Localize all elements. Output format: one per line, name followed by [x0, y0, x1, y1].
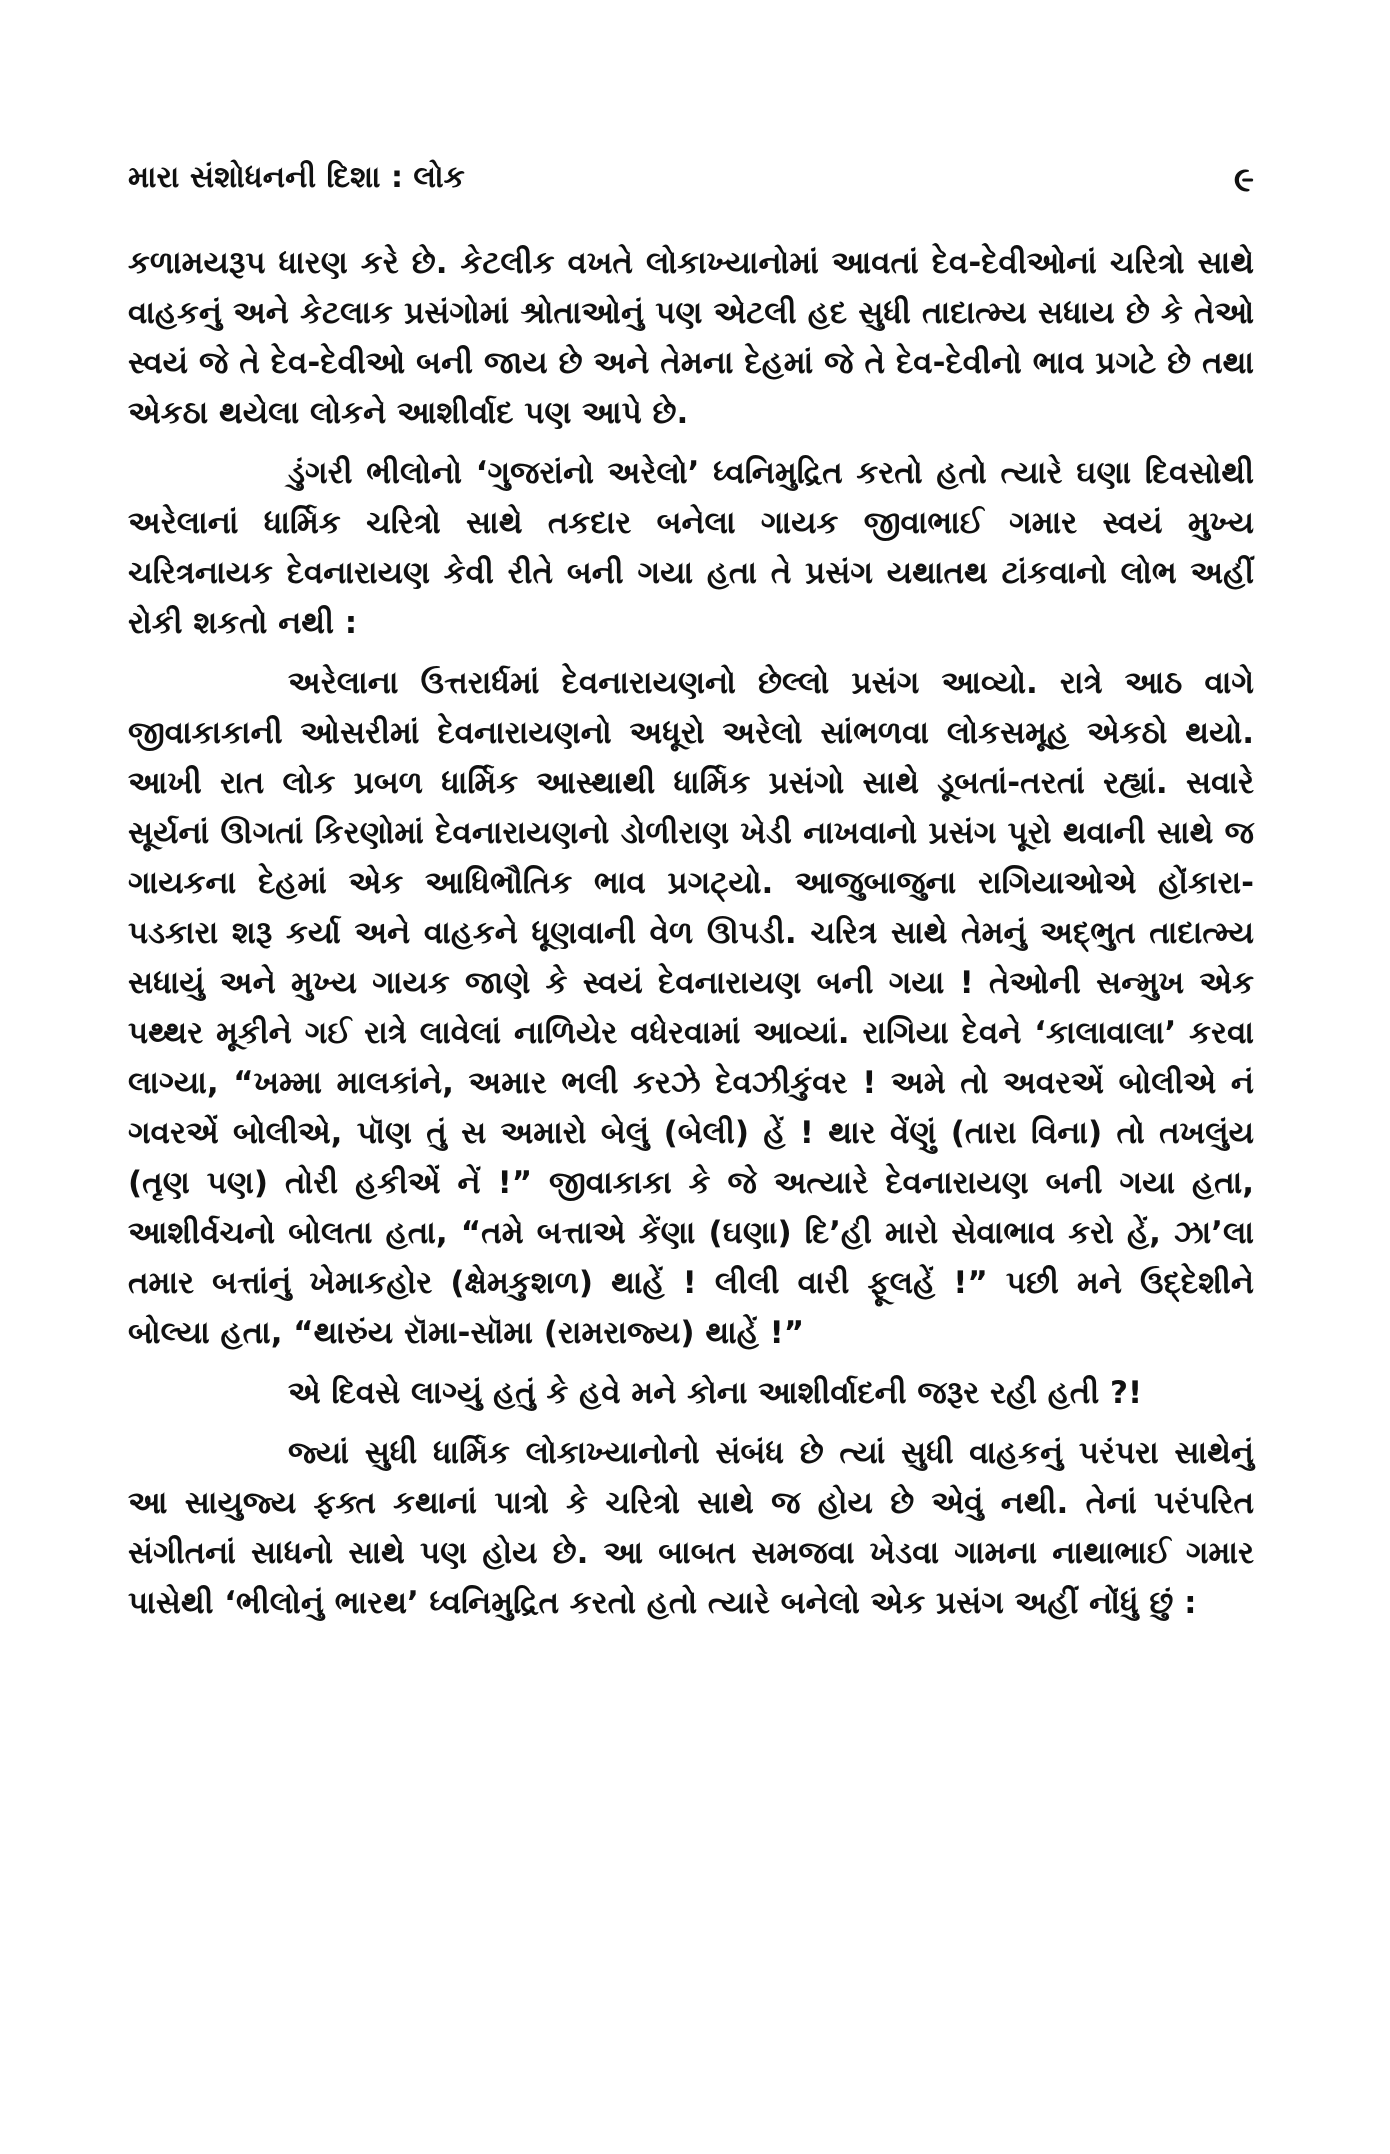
paragraph: જ્યાં સુધી ધાર્મિક લોકાખ્યાનોનો સંબંધ છે ત્યાં સુધી વાહકનું પરંપરા સાથેનું આ સાયુજ્ય ફક્ત કથાનાં પાત્રો કે ચરિત્રો સાથે જ હોય છે એવું નથી. તેનાં પરંપરિત સંગીતનાં સાધનો સાથે પણ હોય છે. આ બાબત સમજવા ખેડવા ગામના નાથાભાઈ ગમાર પાસેથી ‘ભીલોનું ભારથ’ ધ્વનિમુદ્રિત કરતો હતો ત્યારે બનેલો એક પ્રસંગ અહીં નોંધું છું : [128, 1435, 1254, 1621]
paragraph: એ દિવસે લાગ્યું હતું કે હવે મને કોના આશીર્વાદની જરૂર રહી હતી ?! [288, 1375, 1143, 1411]
body-text [128, 238, 1254, 1638]
paragraph: ડુંગરી ભીલોનો ‘ગુજરાંનો અરેલો’ ધ્વનિમુદ્રિત કરતો હતો ત્યારે ઘણા દિવસોથી અરેલાનાં ધાર્મિક ચરિત્રો સાથે તકદાર બનેલા ગાયક જીવાભાઈ ગમાર સ્વયં મુખ્ય ચરિત્રનાયક દેવનારાયણ કેવી રીતે બની ગયા હતા તે પ્રસંગ યથાતથ ટાંકવાનો લોભ અહીં રોકી શકતો નથી : [128, 455, 1254, 641]
paragraph: કળામયરૂપ ધારણ કરે છે. કેટલીક વખતે લોકાખ્યાનોમાં આવતાં દેવ-દેવીઓનાં ચરિત્રો સાથે વાહકનું અને કેટલાક પ્રસંગોમાં શ્રોતાઓનું પણ એટલી હદ સુધી તાદાત્મ્ય સધાય છે કે તેઓ સ્વયં જે તે દેવ-દેવીઓ બની જાય છે અને તેમના દેહમાં જે તે દેવ-દેવીનો ભાવ પ્રગટે છે તથા એકઠા થયેલા લોકને આશીર્વાદ પણ આપે છે. [128, 245, 1254, 431]
page-number: ૯ [1233, 160, 1254, 200]
paragraph: અરેલાના ઉત્તરાર્ધમાં દેવનારાયણનો છેલ્લો પ્રસંગ આવ્યો. રાત્રે આઠ વાગે જીવાકાકાની ઓસરીમાં દેવનારાયણનો અધૂરો અરેલો સાંભળવા લોકસમૂહ એકઠો થયો. આખી રાત લોક પ્રબળ ધાર્મિક આસ્થાથી ધાર્મિક પ્રસંગો સાથે ડૂબતાં-તરતાં રહ્યાં. સવારે સૂર્યનાં ઊગતાં કિરણોમાં દેવનારાયણનો ડોળીરાણ ખેડી નાખવાનો પ્રસંગ પૂરો થવાની સાથે જ ગાયકના દેહમાં એક આધિભૌતિક ભાવ પ્રગટ્યો. આજુબાજુના રાગિયાઓએ હોંકારા-પડકારા શરૂ કર્યા અને વાહકને ધૂણવાની વેળ ઊપડી. ચરિત્ર સાથે તેમનું અદ્ભુત તાદાત્મ્ય સધાયું અને મુખ્ય ગાયક જાણે કે સ્વયં દેવનારાયણ બની ગયા ! તેઓની સન્મુખ એક પથ્થર મૂકીને ગઈ રાત્રે લાવેલાં નાળિયેર વધેરવામાં આવ્યાં. રાગિયા દેવને ‘કાલાવાલા’ કરવા લાગ્યા, “ખમ્મા માલકાંને, અમાર ભલી કરઝે દેવઝીકુંવર ! અમે તો અવરએં બોલીએ નં ગવરએં બોલીએ, પૉણ તું સ અમારો બેલું (બેલી) હેં ! થાર વેંણું (તારા વિના) તો તખલુંય (તૃણ પણ) તોરી હકીએં નેં !” જીવાકાકા કે જે અત્યારે દેવનારાયણ બની ગયા હતા, આશીર્વચનો બોલતા હતા, “તમે બત્તાએ કેંણા (ઘણા) દિ’હી મારો સેવાભાવ કરો હેં, ઝા’લા તમાર બત્તાંનું ખેમાકહોર (ક્ષેમકુશળ) થાહેં ! લીલી વારી ફૂલહેં !” પછી મને ઉદ્દેશીને બોલ્યા હતા, “થારુંય રૉમા-સૉમા (રામરાજ્ય) થાહેં !” [128, 665, 1254, 1351]
running-head-title: મારા સંશોધનની દિશા : લોક [128, 160, 465, 195]
running-header [128, 160, 1254, 210]
